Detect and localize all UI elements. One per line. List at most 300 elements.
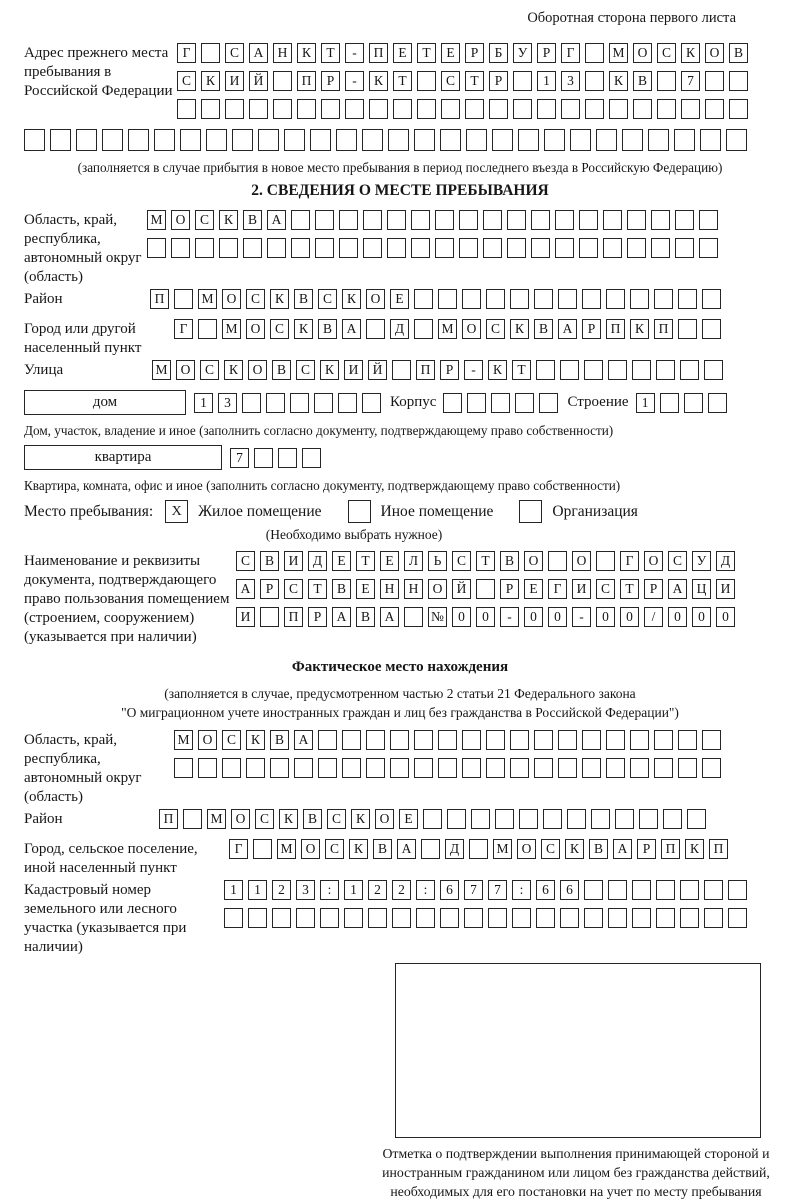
oblast-2-cells bbox=[174, 730, 776, 786]
char-cell bbox=[699, 210, 718, 230]
char-cell: К bbox=[510, 319, 529, 339]
char-cell bbox=[362, 129, 383, 151]
char-cell bbox=[680, 908, 699, 928]
char-cell: Р bbox=[489, 71, 508, 91]
korpus-label: Корпус bbox=[390, 394, 437, 410]
char-cell: Д bbox=[445, 839, 464, 859]
char-cell bbox=[513, 71, 532, 91]
char-cell: А bbox=[267, 210, 286, 230]
char-cell bbox=[519, 809, 538, 829]
char-cell bbox=[729, 71, 748, 91]
char-cell bbox=[608, 360, 627, 380]
char-cell bbox=[339, 210, 358, 230]
ulitsa-cells bbox=[152, 360, 776, 388]
char-cell: М bbox=[493, 839, 512, 859]
char-cell: Й bbox=[452, 579, 471, 599]
char-cell: С bbox=[222, 730, 241, 750]
char-cell bbox=[464, 908, 483, 928]
char-cell: 7 bbox=[230, 448, 249, 468]
field-document bbox=[24, 551, 776, 647]
char-cell: В bbox=[243, 210, 262, 230]
char-cell bbox=[260, 607, 279, 627]
char-cell bbox=[201, 43, 220, 63]
char-cell: П bbox=[606, 319, 625, 339]
char-cell bbox=[582, 758, 601, 778]
char-cell bbox=[392, 908, 411, 928]
char-cell bbox=[267, 238, 286, 258]
char-cell: Е bbox=[524, 579, 543, 599]
char-cell bbox=[128, 129, 149, 151]
char-cell: О bbox=[176, 360, 195, 380]
char-cell bbox=[421, 839, 440, 859]
char-cell: Р bbox=[537, 43, 556, 63]
char-cell: Т bbox=[417, 43, 436, 63]
dom-box: дом bbox=[24, 390, 186, 415]
char-cell bbox=[534, 758, 553, 778]
char-cell: Т bbox=[620, 579, 639, 599]
char-cell: С bbox=[195, 210, 214, 230]
char-cell: У bbox=[513, 43, 532, 63]
char-cell: К bbox=[270, 289, 289, 309]
char-cell bbox=[438, 289, 457, 309]
char-cell: : bbox=[416, 880, 435, 900]
char-cell: К bbox=[219, 210, 238, 230]
char-cell: В bbox=[373, 839, 392, 859]
char-cell bbox=[50, 129, 71, 151]
char-cell: П bbox=[661, 839, 680, 859]
char-cell: К bbox=[279, 809, 298, 829]
header-note: Оборотная сторона первого листа bbox=[527, 10, 736, 26]
prev-address-overflow-row bbox=[24, 129, 776, 151]
dom-caption: Дом, участок, владение и иное (заполнить согласно документу, подтверждающему право собственности) bbox=[24, 423, 614, 438]
char-cell bbox=[388, 129, 409, 151]
field-oblast bbox=[24, 210, 776, 287]
cell-row bbox=[236, 551, 776, 571]
char-cell: П bbox=[416, 360, 435, 380]
char-cell bbox=[362, 393, 381, 413]
char-cell bbox=[684, 393, 703, 413]
char-cell: С bbox=[177, 71, 196, 91]
char-cell: В bbox=[272, 360, 291, 380]
cell-row bbox=[229, 839, 776, 859]
gorod-2-label: Город, сельское поселение, иной населенный пункт bbox=[24, 841, 198, 876]
char-cell bbox=[201, 99, 220, 119]
char-cell bbox=[507, 238, 526, 258]
char-cell: С bbox=[318, 289, 337, 309]
stroenie-cells bbox=[636, 393, 732, 413]
ulitsa-label: Улица bbox=[24, 362, 64, 378]
char-cell: С bbox=[541, 839, 560, 859]
char-cell bbox=[315, 238, 334, 258]
actual-location-captions bbox=[24, 684, 776, 722]
char-cell bbox=[390, 758, 409, 778]
char-cell bbox=[24, 129, 45, 151]
char-cell bbox=[680, 880, 699, 900]
char-cell: М bbox=[277, 839, 296, 859]
char-cell: 0 bbox=[452, 607, 471, 627]
char-cell: К bbox=[297, 43, 316, 63]
char-cell: О bbox=[198, 730, 217, 750]
char-cell: Г bbox=[174, 319, 193, 339]
rayon-cells bbox=[150, 289, 776, 317]
char-cell: С bbox=[255, 809, 274, 829]
char-cell bbox=[513, 99, 532, 119]
char-cell: 7 bbox=[488, 880, 507, 900]
gorod-label: Город или другой населенный пункт bbox=[24, 321, 142, 356]
field-kvartira bbox=[24, 445, 776, 470]
char-cell: С bbox=[236, 551, 255, 571]
char-cell bbox=[681, 99, 700, 119]
char-cell bbox=[630, 758, 649, 778]
char-cell bbox=[654, 730, 673, 750]
actual-location-caption-2: "О миграционном учете иностранных граждан и лиц без гражданства в Российской Федерации") bbox=[121, 705, 679, 720]
char-cell: Е bbox=[390, 289, 409, 309]
mesto-label: Место пребывания: bbox=[24, 502, 154, 520]
char-cell bbox=[102, 129, 123, 151]
char-cell: Т bbox=[308, 579, 327, 599]
char-cell bbox=[615, 809, 634, 829]
char-cell bbox=[660, 393, 679, 413]
char-cell: С bbox=[486, 319, 505, 339]
field-prev-address bbox=[24, 43, 776, 127]
char-cell bbox=[486, 758, 505, 778]
char-cell: Н bbox=[273, 43, 292, 63]
char-cell: А bbox=[397, 839, 416, 859]
field-gorod-2 bbox=[24, 839, 776, 878]
field-ulitsa bbox=[24, 360, 776, 388]
char-cell bbox=[254, 448, 273, 468]
char-cell bbox=[310, 129, 331, 151]
char-cell bbox=[632, 908, 651, 928]
char-cell bbox=[315, 210, 334, 230]
stroenie-label: Строение bbox=[567, 394, 629, 410]
char-cell bbox=[467, 393, 486, 413]
char-cell bbox=[488, 908, 507, 928]
char-cell: 0 bbox=[668, 607, 687, 627]
actual-location-title: Фактическое место нахождения bbox=[291, 659, 509, 675]
char-cell bbox=[678, 730, 697, 750]
char-cell bbox=[248, 908, 267, 928]
char-cell bbox=[702, 758, 721, 778]
char-cell bbox=[273, 71, 292, 91]
char-cell: 3 bbox=[218, 393, 237, 413]
char-cell: С bbox=[327, 809, 346, 829]
char-cell bbox=[225, 99, 244, 119]
char-cell bbox=[411, 238, 430, 258]
checkbox-inoe bbox=[348, 500, 371, 523]
char-cell bbox=[291, 238, 310, 258]
char-cell: С bbox=[246, 289, 265, 309]
char-cell bbox=[702, 319, 721, 339]
char-cell bbox=[639, 809, 658, 829]
char-cell bbox=[147, 238, 166, 258]
char-cell: И bbox=[225, 71, 244, 91]
char-cell bbox=[369, 99, 388, 119]
char-cell: Р bbox=[644, 579, 663, 599]
char-cell: / bbox=[644, 607, 663, 627]
char-cell bbox=[171, 238, 190, 258]
char-cell: Е bbox=[356, 579, 375, 599]
char-cell: П bbox=[150, 289, 169, 309]
char-cell bbox=[232, 129, 253, 151]
char-cell bbox=[702, 289, 721, 309]
char-cell: 3 bbox=[561, 71, 580, 91]
char-cell bbox=[414, 730, 433, 750]
char-cell: - bbox=[464, 360, 483, 380]
char-cell bbox=[368, 908, 387, 928]
char-cell bbox=[603, 210, 622, 230]
char-cell bbox=[491, 393, 510, 413]
char-cell: О bbox=[231, 809, 250, 829]
char-cell: С bbox=[325, 839, 344, 859]
char-cell: С bbox=[452, 551, 471, 571]
char-cell bbox=[284, 129, 305, 151]
char-cell: О bbox=[524, 551, 543, 571]
char-cell: М bbox=[198, 289, 217, 309]
char-cell bbox=[342, 730, 361, 750]
char-cell bbox=[729, 99, 748, 119]
char-cell: П bbox=[369, 43, 388, 63]
char-cell: И bbox=[344, 360, 363, 380]
char-cell: А bbox=[236, 579, 255, 599]
char-cell: А bbox=[332, 607, 351, 627]
char-cell bbox=[278, 448, 297, 468]
cell-row bbox=[174, 319, 776, 339]
char-cell bbox=[345, 99, 364, 119]
char-cell: О bbox=[572, 551, 591, 571]
char-cell bbox=[302, 448, 321, 468]
char-cell bbox=[627, 210, 646, 230]
char-cell: М bbox=[152, 360, 171, 380]
char-cell: Т bbox=[393, 71, 412, 91]
char-cell bbox=[606, 289, 625, 309]
cell-row bbox=[224, 880, 776, 900]
char-cell: В bbox=[589, 839, 608, 859]
char-cell: С bbox=[596, 579, 615, 599]
char-cell: 0 bbox=[548, 607, 567, 627]
oblast-2-label: Область, край, республика, автономный округ (область) bbox=[24, 732, 142, 805]
char-cell: В bbox=[534, 319, 553, 339]
char-cell bbox=[579, 238, 598, 258]
char-cell bbox=[417, 99, 436, 119]
gorod-2-cells bbox=[229, 839, 776, 867]
field-kadastr bbox=[24, 880, 776, 957]
field-dom bbox=[24, 390, 776, 415]
char-cell bbox=[608, 908, 627, 928]
char-cell: О bbox=[633, 43, 652, 63]
cell-row bbox=[236, 579, 776, 599]
char-cell bbox=[476, 579, 495, 599]
char-cell: Б bbox=[489, 43, 508, 63]
cell-row bbox=[150, 289, 776, 309]
char-cell bbox=[548, 551, 567, 571]
char-cell bbox=[510, 730, 529, 750]
char-cell bbox=[555, 238, 574, 258]
char-cell bbox=[318, 758, 337, 778]
char-cell bbox=[366, 319, 385, 339]
rayon-label: Район bbox=[24, 291, 63, 307]
char-cell bbox=[543, 809, 562, 829]
char-cell bbox=[678, 289, 697, 309]
char-cell bbox=[657, 71, 676, 91]
char-cell: М bbox=[174, 730, 193, 750]
char-cell bbox=[435, 238, 454, 258]
char-cell bbox=[154, 129, 175, 151]
char-cell bbox=[656, 880, 675, 900]
char-cell: Г bbox=[177, 43, 196, 63]
prev-address-caption: (заполняется в случае прибытия в новое место пребывания в период последнего въезда в Российскую Федерацию) bbox=[77, 160, 723, 175]
char-cell: К bbox=[342, 289, 361, 309]
char-cell: К bbox=[351, 809, 370, 829]
char-cell bbox=[705, 71, 724, 91]
char-cell bbox=[492, 129, 513, 151]
char-cell bbox=[678, 758, 697, 778]
char-cell: Д bbox=[716, 551, 735, 571]
char-cell: В bbox=[260, 551, 279, 571]
cell-row bbox=[236, 607, 776, 627]
char-cell bbox=[224, 908, 243, 928]
char-cell: А bbox=[558, 319, 577, 339]
char-cell: 0 bbox=[620, 607, 639, 627]
char-cell bbox=[651, 210, 670, 230]
char-cell: 3 bbox=[296, 880, 315, 900]
char-cell: К bbox=[681, 43, 700, 63]
char-cell: М bbox=[438, 319, 457, 339]
char-cell: О bbox=[517, 839, 536, 859]
char-cell bbox=[466, 129, 487, 151]
char-cell: Т bbox=[465, 71, 484, 91]
char-cell: С bbox=[284, 579, 303, 599]
char-cell bbox=[560, 908, 579, 928]
char-cell bbox=[462, 730, 481, 750]
checkbox-organizatsiya bbox=[519, 500, 542, 523]
dom-cells bbox=[194, 393, 386, 413]
char-cell: Е bbox=[441, 43, 460, 63]
char-cell bbox=[531, 210, 550, 230]
char-cell bbox=[321, 99, 340, 119]
char-cell bbox=[596, 551, 615, 571]
char-cell: О bbox=[644, 551, 663, 571]
char-cell: Р bbox=[582, 319, 601, 339]
char-cell bbox=[591, 809, 610, 829]
char-cell: О bbox=[171, 210, 190, 230]
char-cell: Й bbox=[249, 71, 268, 91]
char-cell bbox=[443, 393, 462, 413]
char-cell bbox=[270, 758, 289, 778]
char-cell bbox=[195, 238, 214, 258]
prev-address-cells bbox=[177, 43, 776, 127]
char-cell bbox=[440, 908, 459, 928]
kadastr-cells bbox=[224, 880, 776, 936]
char-cell: Г bbox=[548, 579, 567, 599]
char-cell bbox=[414, 319, 433, 339]
char-cell bbox=[518, 129, 539, 151]
mesto-prebyvaniya-row bbox=[24, 500, 776, 523]
char-cell bbox=[387, 238, 406, 258]
char-cell: С bbox=[657, 43, 676, 63]
cell-row bbox=[159, 809, 776, 829]
char-cell bbox=[630, 289, 649, 309]
char-cell: Е bbox=[393, 43, 412, 63]
char-cell: В bbox=[303, 809, 322, 829]
char-cell: 0 bbox=[596, 607, 615, 627]
char-cell bbox=[687, 809, 706, 829]
char-cell: С bbox=[296, 360, 315, 380]
char-cell: П bbox=[709, 839, 728, 859]
char-cell bbox=[510, 758, 529, 778]
char-cell: - bbox=[345, 71, 364, 91]
char-cell bbox=[438, 758, 457, 778]
char-cell bbox=[266, 393, 285, 413]
char-cell bbox=[699, 238, 718, 258]
char-cell bbox=[726, 129, 747, 151]
char-cell bbox=[608, 880, 627, 900]
char-cell bbox=[435, 210, 454, 230]
char-cell bbox=[702, 730, 721, 750]
char-cell bbox=[585, 71, 604, 91]
char-cell bbox=[246, 758, 265, 778]
char-cell: С bbox=[668, 551, 687, 571]
char-cell: Д bbox=[390, 319, 409, 339]
char-cell: М bbox=[222, 319, 241, 339]
char-cell: Ь bbox=[428, 551, 447, 571]
char-cell: П bbox=[654, 319, 673, 339]
char-cell: С bbox=[200, 360, 219, 380]
stamp-box bbox=[395, 963, 761, 1138]
char-cell bbox=[471, 809, 490, 829]
char-cell: 0 bbox=[476, 607, 495, 627]
char-cell: Л bbox=[404, 551, 423, 571]
char-cell bbox=[206, 129, 227, 151]
char-cell bbox=[291, 210, 310, 230]
char-cell bbox=[366, 758, 385, 778]
char-cell: П bbox=[159, 809, 178, 829]
field-rayon bbox=[24, 289, 776, 317]
char-cell: О bbox=[222, 289, 241, 309]
char-cell bbox=[536, 360, 555, 380]
char-cell bbox=[678, 319, 697, 339]
char-cell: № bbox=[428, 607, 447, 627]
char-cell: К bbox=[369, 71, 388, 91]
char-cell: Р bbox=[321, 71, 340, 91]
char-cell bbox=[705, 99, 724, 119]
gorod-cells bbox=[174, 319, 776, 347]
char-cell: В bbox=[633, 71, 652, 91]
char-cell bbox=[558, 758, 577, 778]
char-cell: К bbox=[609, 71, 628, 91]
char-cell bbox=[555, 210, 574, 230]
char-cell bbox=[654, 758, 673, 778]
char-cell: Ц bbox=[692, 579, 711, 599]
char-cell bbox=[414, 129, 435, 151]
char-cell: О bbox=[428, 579, 447, 599]
char-cell: 6 bbox=[440, 880, 459, 900]
cell-row bbox=[177, 43, 776, 63]
rayon-2-cells bbox=[159, 809, 776, 837]
char-cell bbox=[704, 908, 723, 928]
char-cell bbox=[657, 99, 676, 119]
char-cell bbox=[495, 809, 514, 829]
char-cell bbox=[606, 758, 625, 778]
char-cell: А bbox=[342, 319, 361, 339]
char-cell bbox=[656, 908, 675, 928]
char-cell bbox=[561, 99, 580, 119]
char-cell: К bbox=[685, 839, 704, 859]
char-cell: У bbox=[692, 551, 711, 571]
char-cell bbox=[507, 210, 526, 230]
char-cell: Т bbox=[512, 360, 531, 380]
char-cell: М bbox=[207, 809, 226, 829]
